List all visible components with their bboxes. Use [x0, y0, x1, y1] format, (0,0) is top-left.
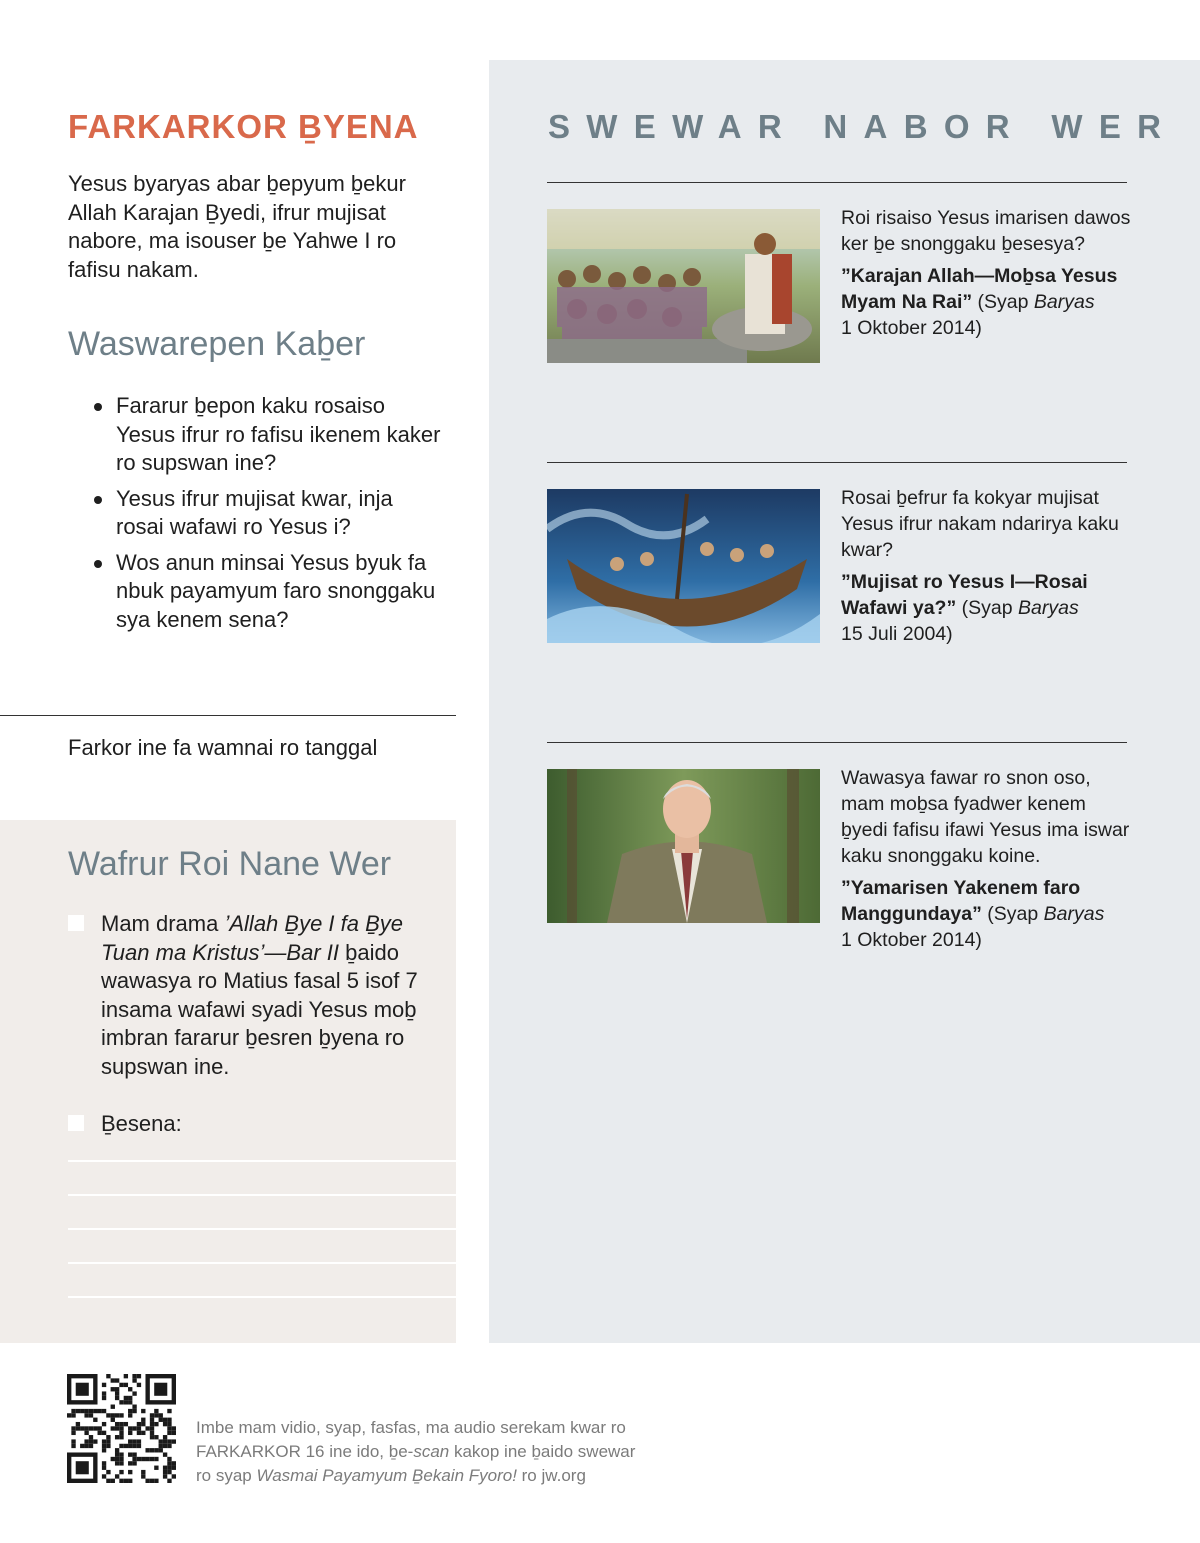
- entry-reference[interactable]: ”Yamarisen Yakenem faro Manggundaya” (Syap Baryas 1 Oktober 2014): [841, 877, 1105, 951]
- portrait-image[interactable]: [547, 769, 820, 923]
- reading-entry-3: [841, 765, 1131, 953]
- divider: [547, 182, 1127, 183]
- review-heading: Waswarepen Kaḇer: [68, 325, 366, 363]
- divider: [0, 715, 456, 716]
- task-text: Ḇesena:: [101, 1111, 182, 1136]
- writing-line[interactable]: [68, 1228, 456, 1230]
- task-checkbox[interactable]: [68, 915, 84, 931]
- task-item-drama: [68, 910, 428, 1081]
- writing-line[interactable]: [68, 1296, 456, 1298]
- review-question-1: Fararur ḇepon kaku rosaiso Yesus ifrur ro fafisu ikenem kaker ro supswan ine?: [92, 392, 442, 478]
- writing-line[interactable]: [68, 1262, 456, 1264]
- review-question-3: Wos anun minsai Yesus byuk fa nbuk payamyum faro snonggaku sya kenem sena?: [92, 549, 442, 635]
- further-reading-title: SWEWAR NABOR WER: [548, 108, 1178, 145]
- task-checkbox[interactable]: [68, 1115, 84, 1131]
- section-title: FARKARKOR ḆYENA: [68, 108, 419, 145]
- reading-entry-2: [841, 485, 1131, 647]
- writing-line[interactable]: [68, 1194, 456, 1196]
- sermon-image[interactable]: [547, 209, 820, 363]
- entry-reference[interactable]: ”Mujisat ro Yesus I—Rosai Wafawi ya?” (Syap Baryas 15 Juli 2004): [841, 571, 1088, 645]
- intro-paragraph: Yesus byaryas abar ḇepyum ḇekur Allah Karajan Ḇyedi, ifrur mujisat nabore, ma isouser ḇe Yahwe I ro fafisu nakam.: [68, 171, 406, 282]
- task-text: Mam drama ’Allah Ḇye I fa Ḇye Tuan ma Kristus’—Bar II ḇaido wawasya ro Matius fasal 5 isof 7 insama wafawi syadi Yesus moḇ imbran fararur ḇesren ḇyena ro supswan ine.: [101, 911, 418, 1079]
- try-this-heading: Wafrur Roi Nane Wer: [68, 845, 392, 883]
- footer-text: Imbe mam vidio, syap, fasfas, ma audio serekam kwar ro FARKARKOR 16 ine ido, ḇe-scan kakop ine ḇaido swewar ro syap Wasmai Payamyum Ḇekain Fyoro! ro jw.org: [196, 1418, 636, 1485]
- review-questions: [92, 392, 442, 641]
- divider: [547, 462, 1127, 463]
- storm-boat-image[interactable]: [547, 489, 820, 643]
- task-item-other: [68, 1110, 428, 1139]
- entry-question: Rosai ḇefrur fa kokyar mujisat Yesus ifrur nakam ndarirya kaku kwar?: [841, 487, 1119, 561]
- qr-code[interactable]: [67, 1374, 176, 1483]
- entry-question: Roi risaiso Yesus imarisen dawos ker ḇe snonggaku ḇesesya?: [841, 207, 1131, 255]
- try-this-box: [0, 820, 456, 1343]
- date-note: Farkor ine fa wamnai ro tanggal: [68, 735, 378, 760]
- entry-question: Wawasya fawar ro snon oso, mam moḇsa fyadwer kenem ḇyedi fafisu ifawi Yesus ima iswar kaku snonggaku koine.: [841, 767, 1130, 867]
- drama-title: ’Allah Ḇye I fa Ḇye Tuan ma Kristus’—Bar II: [101, 911, 404, 965]
- review-question-2: Yesus ifrur mujisat kwar, inja rosai wafawi ro Yesus i?: [92, 485, 442, 542]
- writing-line[interactable]: [68, 1160, 456, 1162]
- divider: [547, 742, 1127, 743]
- entry-reference[interactable]: ”Karajan Allah—Moḇsa Yesus Myam Na Rai” (Syap Baryas 1 Oktober 2014): [841, 265, 1118, 339]
- reading-entry-1: [841, 205, 1131, 341]
